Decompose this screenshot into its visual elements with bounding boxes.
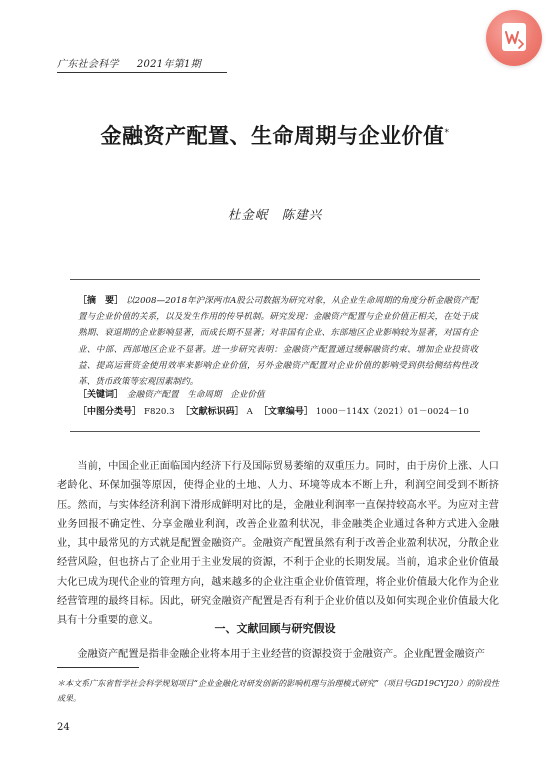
keyword-item: 生命周期 (187, 390, 222, 400)
abstract-bottom-rule (70, 431, 480, 432)
article-title (0, 120, 550, 150)
footnote-rule (57, 667, 139, 668)
title-footnote-mark: * (444, 128, 450, 138)
journal-name: 广东社会科学 (57, 59, 119, 70)
abstract-label: ［摘 要］ (78, 296, 124, 306)
keywords-label: ［关键词］ (78, 390, 124, 400)
doc-code-value: A (246, 407, 253, 417)
section-heading: 一、文献回顾与研究假设 (214, 622, 336, 635)
article-title-text: 金融资产配置、生命周期与企业价值 (100, 124, 445, 148)
issue-label: 2021年第1期 (136, 59, 202, 70)
keyword-item: 企业价值 (230, 390, 265, 400)
clc-label: ［中图分类号］ (78, 407, 142, 417)
classification-line (78, 405, 478, 419)
keyword-item: 金融资产配置 (127, 390, 179, 400)
abstract-block (78, 293, 478, 390)
body-paragraph: 金融资产配置是指非金融企业将本用于主业经营的资源投资于金融资产。企业配置金融资产 (77, 649, 485, 660)
document-app-badge[interactable] (486, 10, 542, 66)
doc-code-label: ［文献标识码］ (180, 407, 244, 417)
w-document-icon (502, 23, 526, 51)
clc-value: F820.3 (144, 407, 175, 417)
page-number: 24 (57, 722, 70, 733)
keywords-line (78, 388, 478, 402)
article-number-label: ［文章编号］ (258, 407, 313, 417)
footnote: ＊本文系广东省哲学社会科学规划项目“企业金融化对研发创新的影响机理与治理模式研究”（项目号GD19CYJ20）的阶段性成果。 (57, 679, 499, 703)
abstract-top-rule (70, 279, 480, 280)
body-paragraph: 当前，中国企业正面临国内经济下行及国际贸易萎缩的双重压力。同时，由于房价上涨、人口老龄化、环保加强等原因，使得企业的土地、人力、环境等成本不断上升，利润空间受到不断挤压。然而，与实体经济利润下滑形成鲜明对比的是，金融业利润率一直保持较高水平。为应对主营业务回报不确定性、分享金融业利润，改善企业盈利状况，非金融类企业通过各种方式进入金融业，其中最常见的方式就是配置金融资产。金融资产配置虽然有利于改善企业盈利状况，分散企业经营风险，但也挤占了企业用于主业发展的资源，不利于企业的长期发展。当前，追求企业价值最大化已成为现代企业的管理方向，越来越多的企业注重企业价值管理，将企业价值最大化作为企业经营管理的最终目标。因此，研究金融资产配置是否有利于企业价值以及如何实现企业价值最大化具有十分重要的意义。 (57, 461, 499, 627)
author-names: 杜金岷 陈建兴 (227, 207, 323, 222)
article-number-value: 1000－114X（2021）01－0024－10 (315, 407, 469, 417)
abstract-text: 以2008—2018年沪深两市A股公司数据为研究对象，从企业生命周期的角度分析金融资产配置与企业价值的关系，以及发生作用的传导机制。研究发现：金融资产配置与企业价值正相关，在处于成熟期、衰退期的企业影响显著，而成长期不显著；对非国有企业、东部地区企业影响较为显著，对国有企业、中部、西部地区企业不显著。进一步研究表明：金融资产配置通过缓解融资约束、增加企业投资收益、提高运营资金使用效率来影响企业价值，另外金融资产配置对企业价值的影响受到供给侧结构性改革、货币政策等宏观因素制约。 (78, 296, 478, 388)
running-header (57, 55, 227, 73)
